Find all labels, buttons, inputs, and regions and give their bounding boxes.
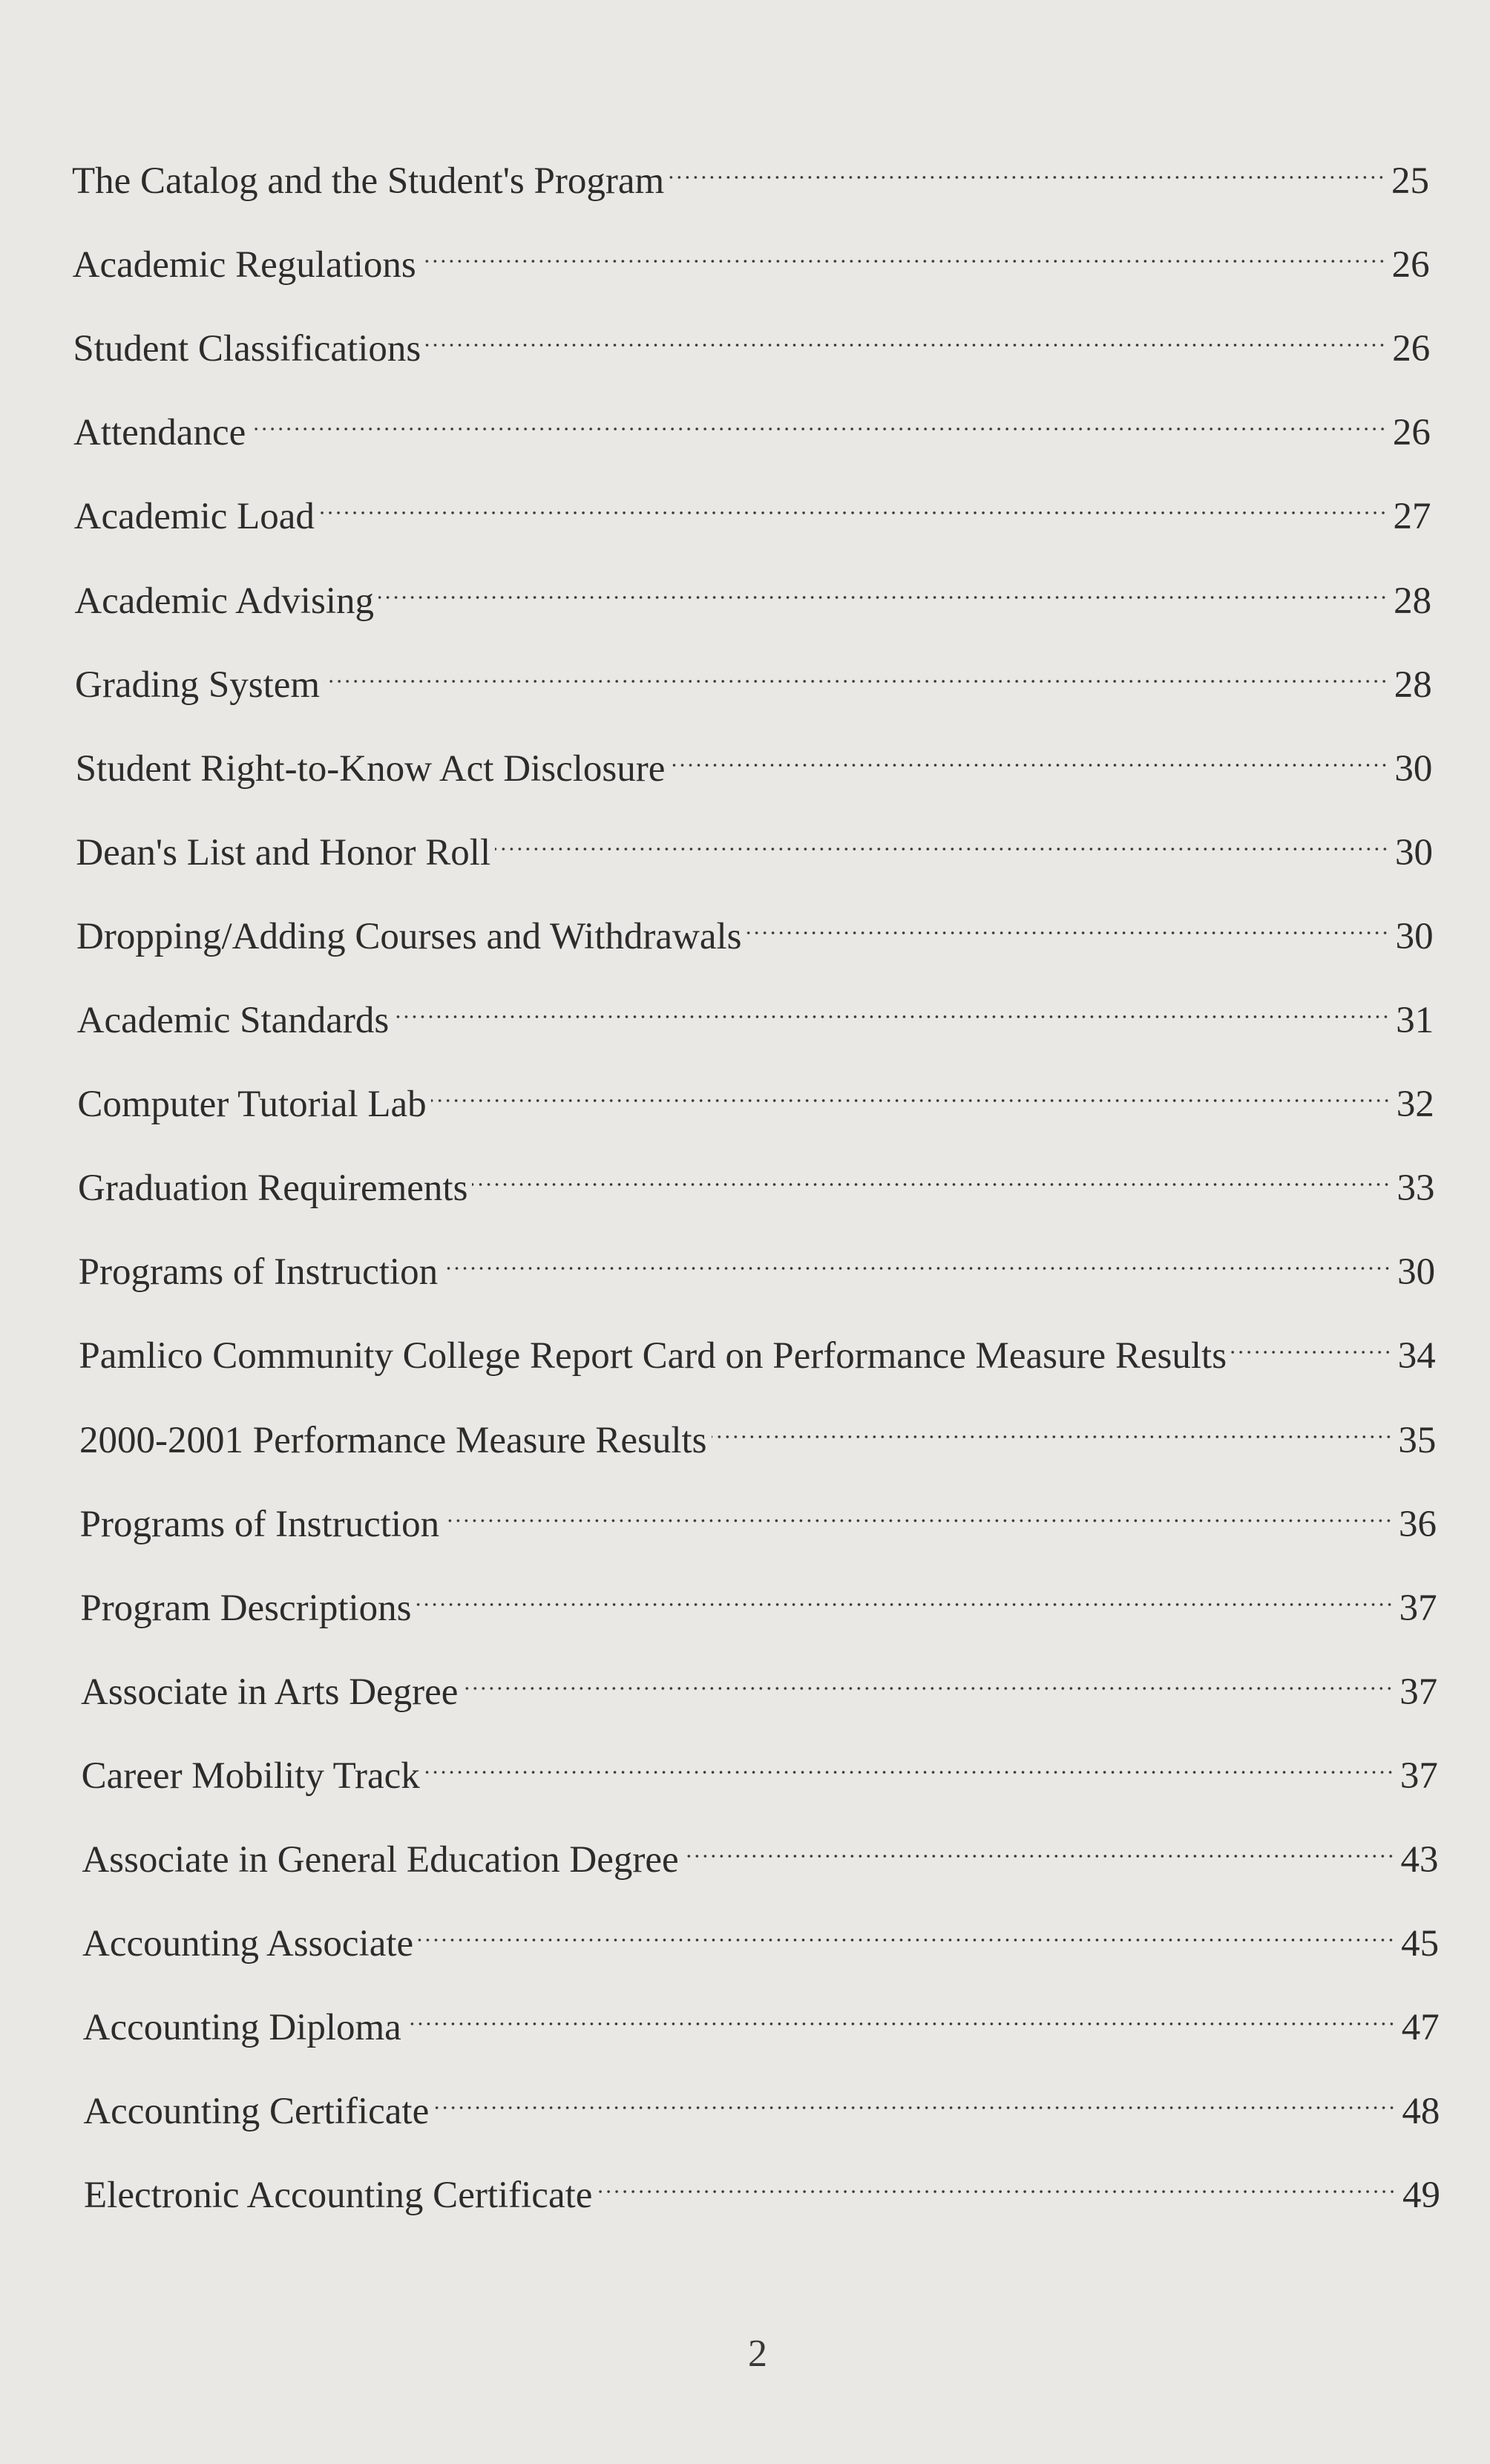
toc-entry bbox=[76, 813, 1433, 874]
toc-entry-title: Academic Advising bbox=[74, 580, 374, 622]
toc-entry-title: 2000-2001 Performance Measure Results bbox=[79, 1419, 707, 1461]
toc-entry-title: Attendance bbox=[73, 412, 246, 454]
toc-entry-page: 26 bbox=[1391, 244, 1430, 286]
page-number: 2 bbox=[748, 2333, 767, 2375]
toc-entry-title: Accounting Diploma bbox=[82, 2007, 401, 2049]
toc-entry bbox=[79, 1400, 1437, 1461]
toc-entry-page: 30 bbox=[1397, 1251, 1436, 1294]
dot-leader bbox=[495, 813, 1389, 865]
toc-entry-page: 37 bbox=[1399, 1754, 1438, 1797]
dot-leader bbox=[393, 980, 1390, 1032]
toc-entry bbox=[83, 2071, 1440, 2133]
toc-entry-title: Academic Standards bbox=[76, 1000, 390, 1041]
toc-entry-title: Pamlico Community College Report Card on Performance Measure Results bbox=[79, 1335, 1227, 1377]
toc-entry-page: 33 bbox=[1397, 1167, 1435, 1210]
toc-entry-title: Student Right-to-Know Act Disclosure bbox=[75, 747, 666, 790]
toc-entry bbox=[73, 309, 1431, 370]
toc-entry-title: The Catalog and the Student's Program bbox=[72, 160, 665, 202]
toc-entry-page: 37 bbox=[1399, 1587, 1437, 1629]
toc-entry-page: 30 bbox=[1395, 915, 1434, 957]
toc-entry bbox=[73, 476, 1431, 538]
toc-entry bbox=[72, 141, 1429, 202]
dot-leader bbox=[1231, 1316, 1392, 1368]
dot-leader bbox=[669, 141, 1385, 193]
toc-entry bbox=[84, 2155, 1440, 2217]
toc-entry bbox=[81, 1652, 1438, 1713]
toc-entry bbox=[77, 1064, 1434, 1126]
toc-entry-page: 30 bbox=[1394, 831, 1433, 874]
toc-entry-page: 31 bbox=[1396, 1000, 1434, 1041]
toc-entry-page: 45 bbox=[1401, 1923, 1440, 1965]
toc-entry bbox=[74, 561, 1432, 622]
toc-entry bbox=[82, 1988, 1440, 2049]
toc-entry-page: 28 bbox=[1394, 580, 1432, 622]
toc-entry bbox=[80, 1568, 1437, 1629]
toc-entry bbox=[78, 1232, 1436, 1294]
dot-leader bbox=[431, 1064, 1391, 1116]
toc-entry-title: Student Classifications bbox=[73, 328, 421, 370]
dot-leader bbox=[433, 2071, 1396, 2123]
dot-leader bbox=[418, 1904, 1395, 1956]
dot-leader bbox=[424, 1736, 1394, 1788]
toc-entry-title: Program Descriptions bbox=[80, 1587, 412, 1629]
dot-leader bbox=[462, 1652, 1394, 1704]
toc-entry-title: Dean's List and Honor Roll bbox=[76, 831, 491, 874]
dot-leader bbox=[406, 1988, 1396, 2039]
toc-entry-page: 34 bbox=[1397, 1335, 1436, 1377]
toc-entry-title: Associate in General Education Degree bbox=[82, 1839, 679, 1881]
toc-entry bbox=[73, 393, 1431, 454]
toc-entry-title: Graduation Requirements bbox=[78, 1167, 468, 1210]
dot-leader bbox=[416, 1568, 1394, 1620]
toc-entry bbox=[75, 645, 1432, 706]
dot-leader bbox=[683, 1820, 1395, 1872]
toc-entry-title: Programs of Instruction bbox=[78, 1251, 439, 1294]
dot-leader bbox=[746, 897, 1389, 948]
dot-leader bbox=[444, 1484, 1393, 1536]
toc-entry-page: 26 bbox=[1392, 328, 1431, 370]
toc-entry-title: Academic Load bbox=[73, 496, 315, 538]
toc-entry-title: Accounting Certificate bbox=[83, 2091, 430, 2133]
dot-leader bbox=[442, 1232, 1391, 1284]
dot-leader bbox=[250, 393, 1387, 445]
toc-entry bbox=[78, 1148, 1435, 1210]
toc-entry-title: Academic Regulations bbox=[72, 244, 416, 286]
dot-leader bbox=[425, 309, 1386, 361]
dot-leader bbox=[472, 1148, 1391, 1200]
toc-entry bbox=[81, 1736, 1438, 1797]
toc-entry bbox=[72, 225, 1430, 286]
toc-entry-page: 26 bbox=[1392, 412, 1431, 454]
toc-entry-page: 28 bbox=[1394, 663, 1432, 706]
dot-leader bbox=[421, 225, 1386, 277]
toc-entry-page: 25 bbox=[1391, 160, 1429, 202]
toc-entry-page: 47 bbox=[1401, 2007, 1440, 2049]
toc-entry bbox=[82, 1904, 1440, 1965]
toc-entry bbox=[79, 1316, 1436, 1377]
dot-leader bbox=[324, 645, 1388, 697]
toc-entry-page: 49 bbox=[1402, 2175, 1440, 2217]
toc-entry bbox=[79, 1484, 1437, 1545]
toc-entry bbox=[82, 1820, 1439, 1881]
toc-entry-title: Dropping/Adding Courses and Withdrawals bbox=[76, 915, 742, 957]
toc-entry-page: 35 bbox=[1398, 1419, 1437, 1461]
toc-entry bbox=[76, 980, 1434, 1041]
dot-leader bbox=[319, 476, 1388, 528]
dot-leader bbox=[597, 2155, 1397, 2207]
toc-entry-page: 36 bbox=[1398, 1503, 1437, 1545]
toc-entry-page: 30 bbox=[1394, 747, 1433, 790]
toc-entry-page: 37 bbox=[1399, 1671, 1438, 1713]
toc-entry-page: 48 bbox=[1402, 2091, 1440, 2133]
toc-entry-title: Grading System bbox=[75, 663, 321, 706]
toc-entry bbox=[75, 729, 1433, 790]
toc-entry-page: 43 bbox=[1400, 1839, 1439, 1881]
toc-entry-title: Programs of Instruction bbox=[79, 1503, 440, 1545]
toc-entry-title: Electronic Accounting Certificate bbox=[84, 2175, 593, 2217]
toc-entry-title: Career Mobility Track bbox=[81, 1754, 420, 1797]
dot-leader bbox=[669, 729, 1388, 781]
toc-entry-title: Associate in Arts Degree bbox=[81, 1671, 459, 1713]
dot-leader bbox=[378, 561, 1388, 613]
toc-entry-title: Accounting Associate bbox=[82, 1923, 414, 1965]
toc-entry-page: 27 bbox=[1393, 496, 1431, 538]
dot-leader bbox=[712, 1400, 1393, 1452]
toc-entry-title: Computer Tutorial Lab bbox=[77, 1084, 427, 1126]
toc-entry-page: 32 bbox=[1396, 1084, 1434, 1126]
toc-entry bbox=[76, 897, 1434, 957]
